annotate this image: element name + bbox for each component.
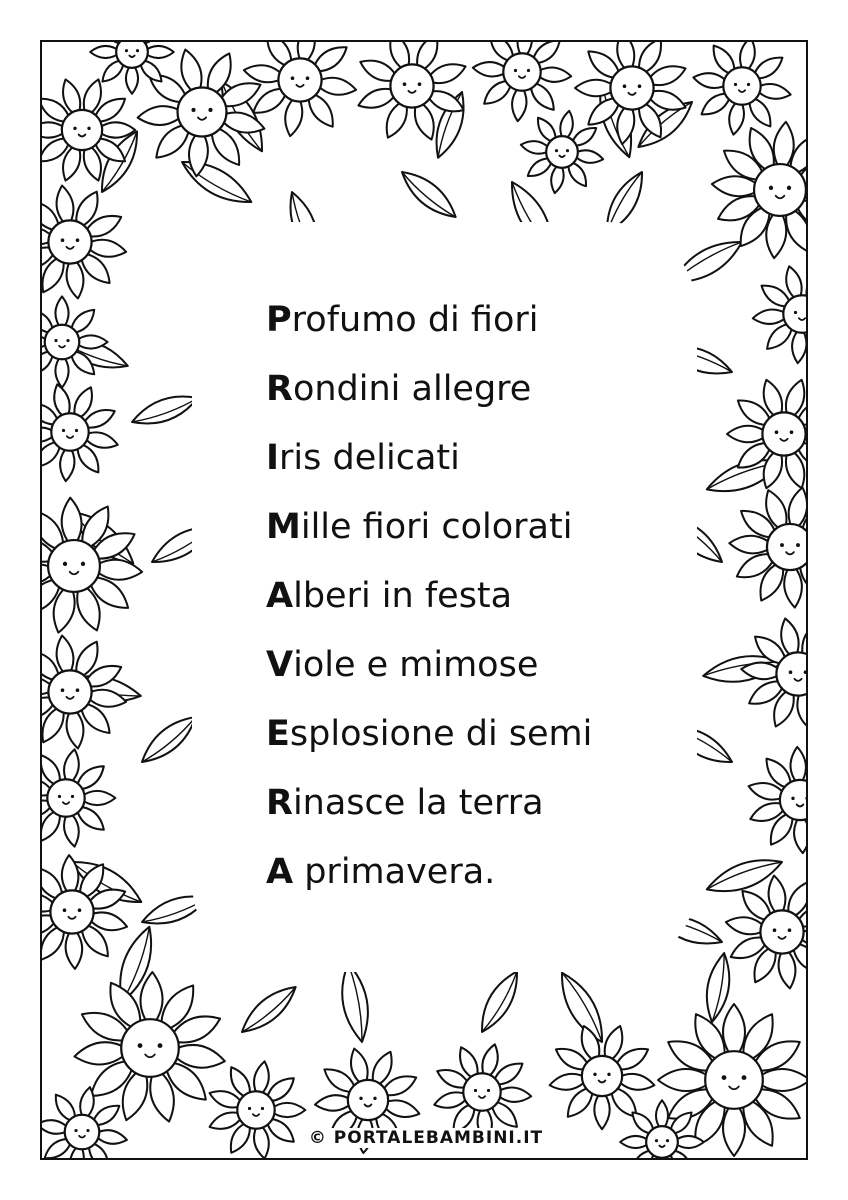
poem-line	[266, 493, 666, 562]
smiling-flower	[42, 749, 115, 846]
poem-initial: A	[266, 576, 294, 616]
poem-line	[266, 631, 666, 700]
poem-line	[266, 562, 666, 631]
poem-initial: P	[266, 300, 292, 340]
poem-line-text: primavera.	[293, 852, 496, 892]
poem-initial: R	[266, 783, 293, 823]
poem-line	[266, 769, 666, 838]
smiling-flower	[42, 186, 126, 299]
smiling-flower	[753, 266, 808, 363]
poem-line	[266, 424, 666, 493]
poem-line	[266, 286, 666, 355]
poem-line-text: lberi in festa	[293, 576, 513, 616]
poem-initial: E	[266, 714, 290, 754]
leaf	[402, 172, 456, 217]
page-frame	[40, 40, 808, 1160]
poem-line-text: ris delicati	[279, 438, 460, 478]
smiling-flower	[729, 487, 808, 607]
smiling-flower	[42, 636, 126, 749]
leaf	[142, 717, 196, 762]
poem-initial: R	[266, 369, 293, 409]
smiling-flower	[42, 498, 142, 633]
poem-initial: I	[266, 438, 280, 478]
smiling-flower	[74, 972, 224, 1122]
poem-initial: M	[266, 507, 301, 547]
poem-line-text: inasce la terra	[292, 783, 544, 823]
poem-initial: V	[266, 645, 294, 685]
acrostic-poem	[266, 286, 666, 907]
poem-line-text: ondini allegre	[292, 369, 532, 409]
poem-line-text: splosione di semi	[289, 714, 593, 754]
copyright-footer	[42, 1128, 808, 1148]
smiling-flower	[741, 618, 808, 729]
smiling-flower	[42, 296, 108, 387]
leaf	[132, 397, 198, 424]
poem-line-text: rofumo di fiori	[291, 300, 539, 340]
poem-initial: A	[266, 852, 294, 892]
poem-line-text: iole e mimose	[293, 645, 539, 685]
smiling-flower	[693, 42, 790, 135]
leaf	[707, 953, 729, 1022]
poem-line	[266, 838, 666, 907]
poem-line	[266, 700, 666, 769]
smiling-flower	[726, 876, 808, 989]
smiling-flower	[712, 122, 808, 258]
copyright-text: © PORTALEBAMBINI.IT	[305, 1128, 547, 1148]
leaf	[242, 987, 296, 1032]
leaf	[342, 963, 368, 1042]
poem-line-text: ille fiori colorati	[300, 507, 573, 547]
smiling-flower	[42, 384, 118, 481]
leaf	[482, 971, 517, 1032]
smiling-flower	[473, 42, 571, 121]
smiling-flower	[42, 1087, 127, 1160]
smiling-flower	[434, 1044, 531, 1141]
smiling-flower	[749, 747, 808, 853]
smiling-flower	[244, 42, 356, 136]
poem-line	[266, 355, 666, 424]
